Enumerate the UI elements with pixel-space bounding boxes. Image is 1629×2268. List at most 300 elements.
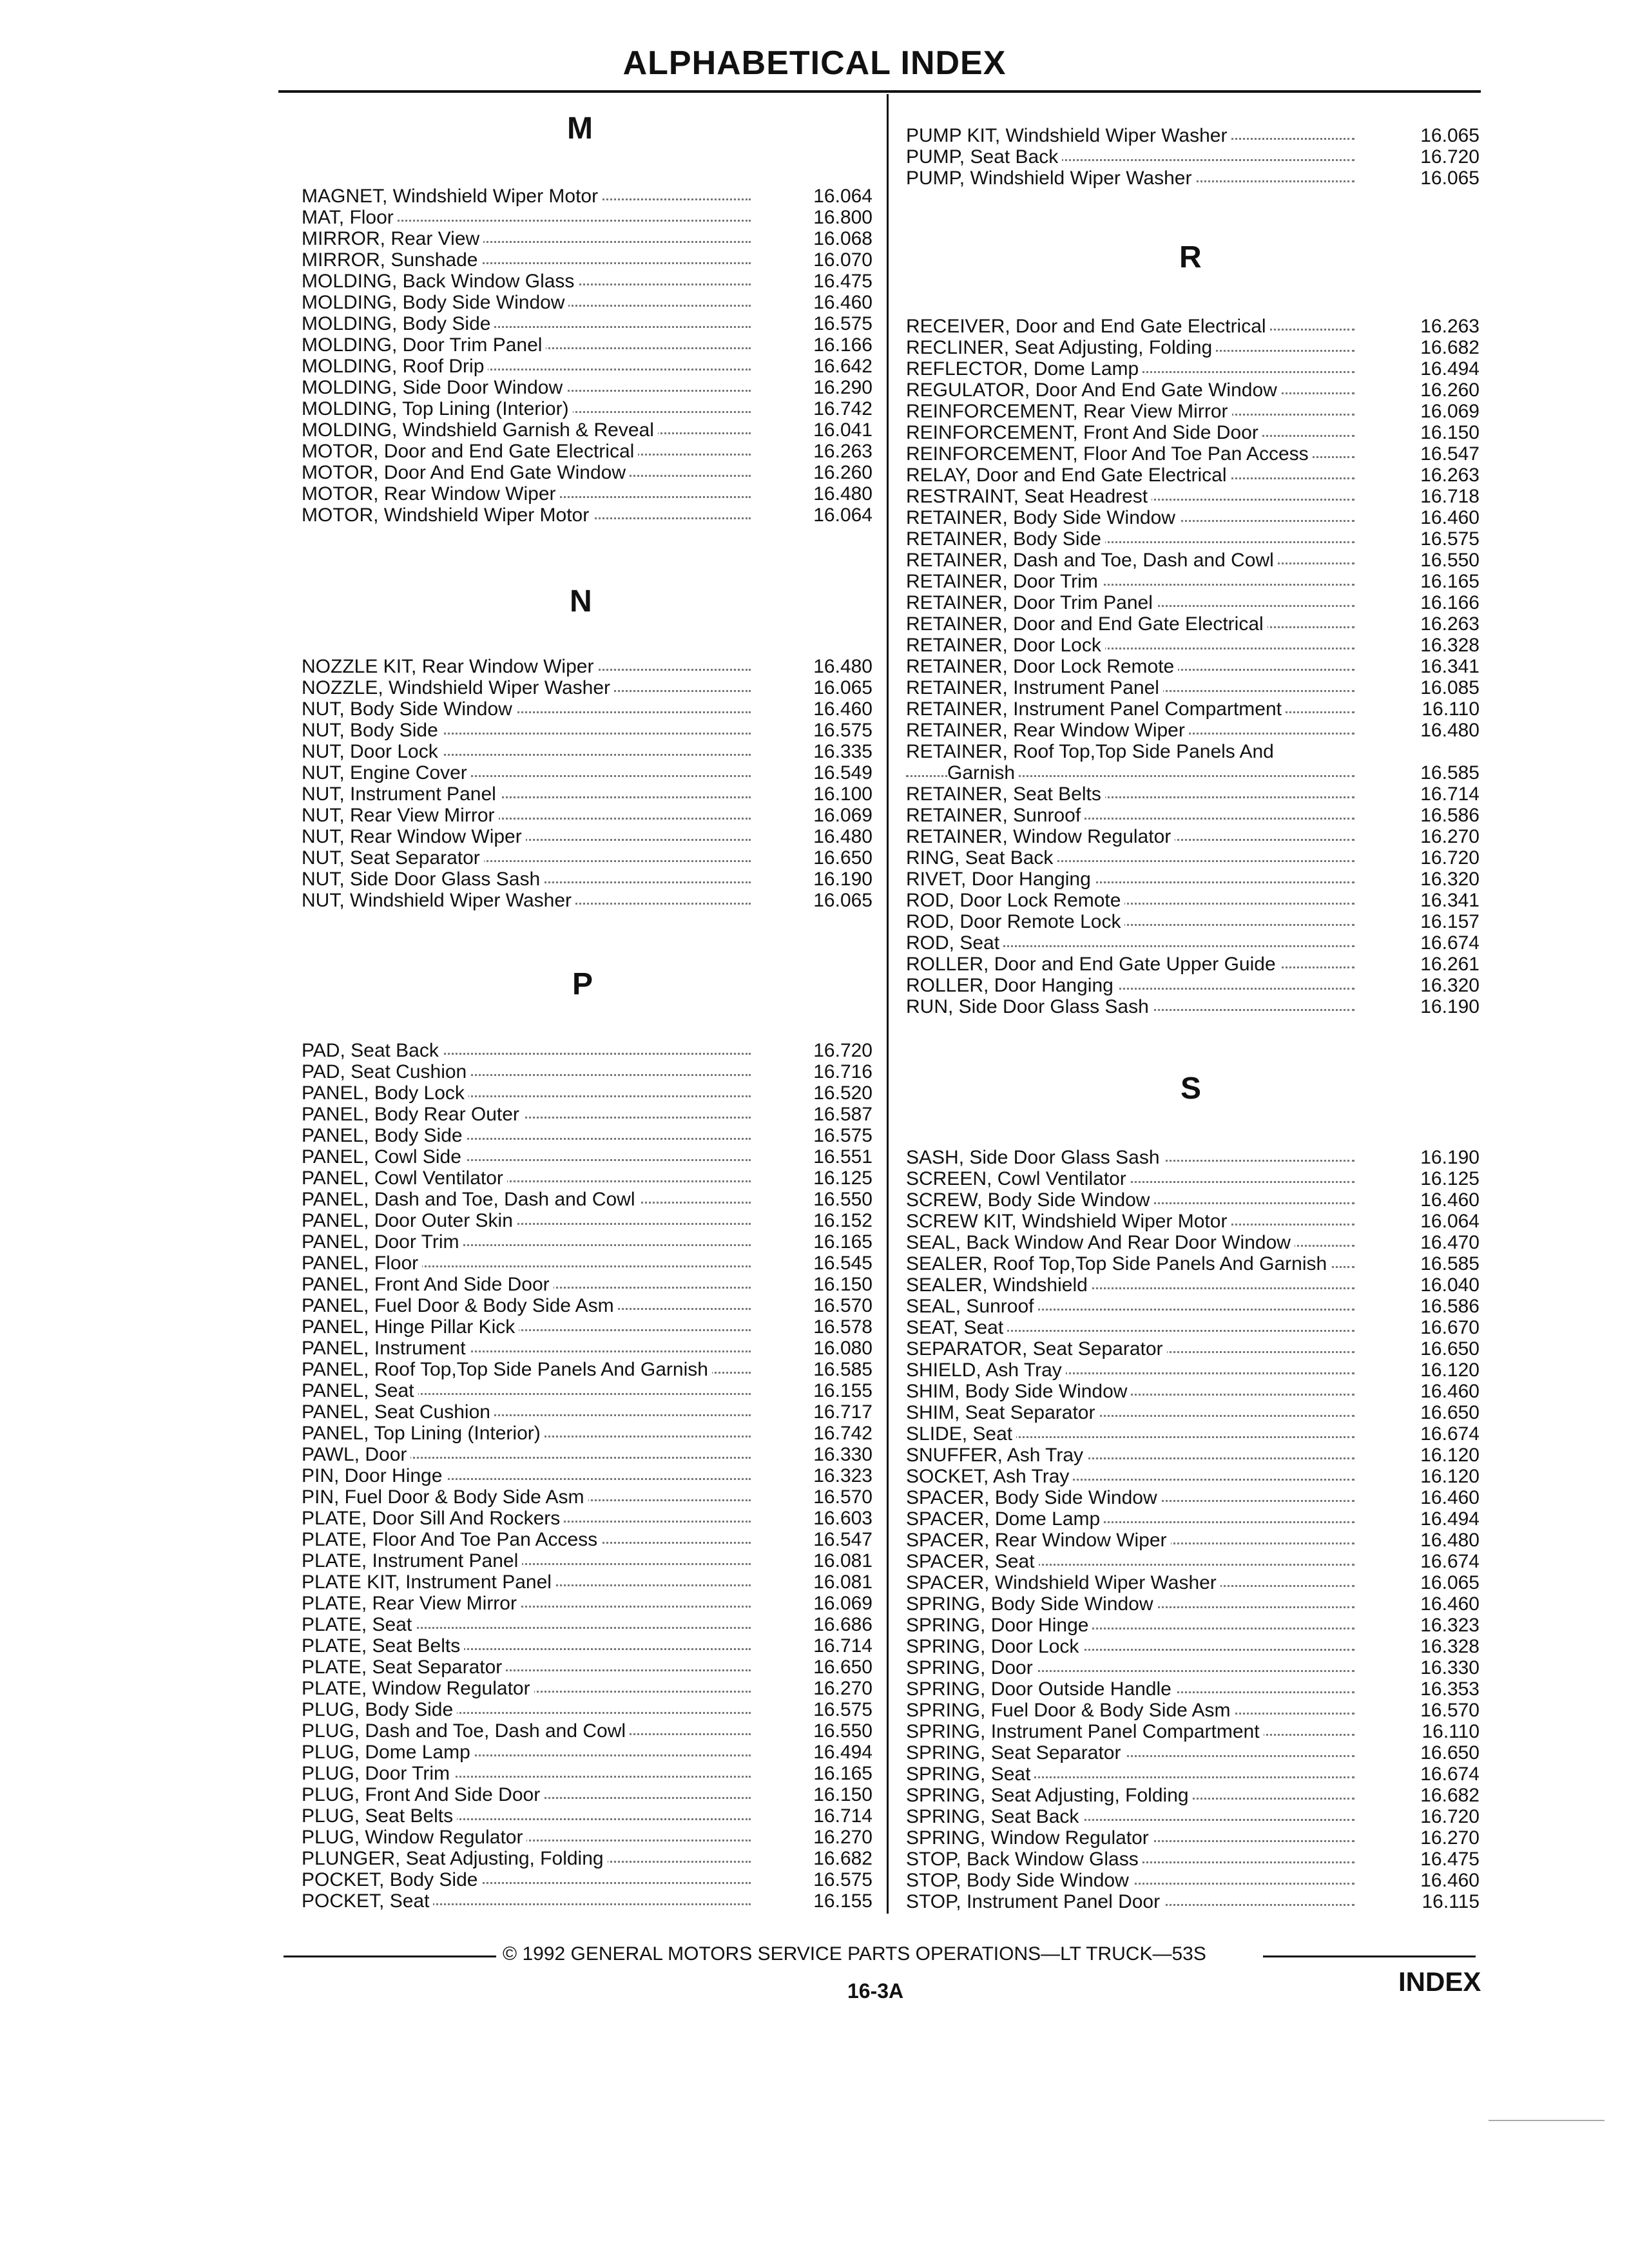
- index-entry: [906, 1360, 1480, 1381]
- index-entry: [906, 996, 1480, 1017]
- entry-label: MAT, Floor: [302, 207, 398, 228]
- entry-reference: 16.717: [813, 1401, 872, 1423]
- entry-reference: 16.674: [1420, 1551, 1480, 1572]
- index-entry: [302, 1742, 872, 1763]
- entry-label: POCKET, Seat: [302, 1890, 433, 1912]
- index-entry: [302, 356, 872, 377]
- entry-reference: 16.069: [813, 805, 872, 826]
- entry-reference: 16.547: [1420, 443, 1480, 465]
- entry-reference: 16.155: [813, 1890, 872, 1912]
- entry-reference: 16.125: [1420, 1168, 1480, 1189]
- entry-label: PAD, Seat Cushion: [302, 1061, 470, 1082]
- index-entry: [906, 1423, 1480, 1445]
- entry-label: PLUG, Front And Side Door: [302, 1784, 544, 1805]
- index-entry: [906, 720, 1480, 741]
- index-entry: [906, 1636, 1480, 1657]
- index-entry: [302, 1763, 872, 1784]
- index-entry: [906, 1849, 1480, 1870]
- index-entry: [906, 1168, 1480, 1189]
- footer-rule-right: [1263, 1956, 1476, 1957]
- entry-label: PLATE, Floor And Toe Pan Access: [302, 1529, 601, 1550]
- index-entry: [906, 1253, 1480, 1274]
- entry-label: MOLDING, Body Side Window: [302, 292, 568, 313]
- index-entry: [906, 337, 1480, 358]
- entry-label: PLUG, Body Side: [302, 1699, 457, 1720]
- index-entry: [302, 462, 872, 483]
- index-entry: [906, 869, 1480, 890]
- entry-label: RETAINER, Roof Top,Top Side Panels And: [906, 741, 1278, 762]
- entry-reference: 16.166: [813, 334, 872, 356]
- index-entry: [906, 146, 1480, 168]
- index-entry: [906, 1508, 1480, 1530]
- entry-reference: 16.682: [1420, 337, 1480, 358]
- index-entry: [302, 1061, 872, 1082]
- index-entry: [302, 1869, 872, 1890]
- entry-label: PLATE, Rear View Mirror: [302, 1593, 521, 1614]
- index-entry: [302, 1146, 872, 1168]
- entry-reference: 16.520: [813, 1082, 872, 1104]
- entry-label: MOTOR, Door and End Gate Electrical: [302, 441, 638, 462]
- entry-reference: 16.270: [813, 1678, 872, 1699]
- entry-label: PANEL, Cowl Side: [302, 1146, 465, 1168]
- entry-reference: 16.320: [1420, 975, 1480, 996]
- index-entry: [302, 1508, 872, 1529]
- entry-label: RECEIVER, Door and End Gate Electrical: [906, 316, 1270, 337]
- entry-reference: 16.800: [813, 207, 872, 228]
- entry-reference: 16.642: [813, 356, 872, 377]
- index-entry: [302, 334, 872, 356]
- entry-reference: 16.460: [1420, 507, 1480, 528]
- index-entry: [302, 1231, 872, 1253]
- entry-reference: 16.460: [1420, 1381, 1480, 1402]
- index-entry: [302, 1699, 872, 1720]
- entry-reference: 16.549: [813, 762, 872, 783]
- section-letter-m: M: [567, 111, 593, 146]
- entry-reference: 16.330: [1420, 1657, 1480, 1678]
- entry-reference: 16.586: [1420, 805, 1480, 826]
- entry-reference: 16.575: [813, 1699, 872, 1720]
- entry-reference: 16.550: [1420, 550, 1480, 571]
- entry-label: PANEL, Body Rear Outer: [302, 1104, 523, 1125]
- index-entry: [302, 1614, 872, 1635]
- index-entry: [906, 847, 1480, 869]
- entry-label: ROLLER, Door Hanging: [906, 975, 1117, 996]
- entry-label: REGULATOR, Door And End Gate Window: [906, 380, 1281, 401]
- entry-label: PLATE KIT, Instrument Panel: [302, 1571, 555, 1593]
- entry-reference: 16.480: [813, 826, 872, 847]
- index-entry: [906, 975, 1480, 996]
- entry-reference: 16.065: [813, 677, 872, 698]
- entry-reference: 16.165: [1420, 571, 1480, 592]
- entry-reference: 16.263: [1420, 613, 1480, 635]
- index-entry: [302, 1593, 872, 1614]
- entry-label: RELAY, Door and End Gate Electrical: [906, 465, 1231, 486]
- index-entry: [906, 1402, 1480, 1423]
- entry-label: PLUG, Dome Lamp: [302, 1742, 474, 1763]
- entry-label: SCREW KIT, Windshield Wiper Motor: [906, 1211, 1231, 1232]
- entry-label: SCREW, Body Side Window: [906, 1189, 1153, 1211]
- index-entry: [906, 1445, 1480, 1466]
- entry-reference: 16.110: [1422, 1721, 1480, 1742]
- entry-reference: 16.150: [1420, 422, 1480, 443]
- entry-reference: 16.550: [813, 1189, 872, 1210]
- index-entry: [302, 762, 872, 783]
- entry-label: RECLINER, Seat Adjusting, Folding: [906, 337, 1216, 358]
- entry-label: SPRING, Door Lock: [906, 1636, 1083, 1657]
- entry-reference: 16.190: [1420, 1147, 1480, 1168]
- entry-label: SPRING, Seat Adjusting, Folding: [906, 1785, 1193, 1806]
- index-entry: [302, 1827, 872, 1848]
- entry-label: PANEL, Dash and Toe, Dash and Cowl: [302, 1189, 639, 1210]
- entry-reference: 16.064: [1420, 1211, 1480, 1232]
- entry-reference: 16.742: [813, 398, 872, 419]
- entry-label: MOLDING, Top Lining (Interior): [302, 398, 573, 419]
- entry-label: MIRROR, Sunshade: [302, 249, 481, 271]
- entry-reference: 16.353: [1420, 1678, 1480, 1700]
- entry-label: RUN, Side Door Glass Sash: [906, 996, 1153, 1017]
- index-entry: [906, 1147, 1480, 1168]
- index-entry: [906, 613, 1480, 635]
- entry-reference: 16.320: [1420, 869, 1480, 890]
- entry-label: MOTOR, Door And End Gate Window: [302, 462, 630, 483]
- entry-reference: 16.650: [813, 1657, 872, 1678]
- index-entry: [302, 1529, 872, 1550]
- entry-reference: 16.674: [1420, 932, 1480, 954]
- entry-label: PANEL, Fuel Door & Body Side Asm: [302, 1295, 618, 1316]
- entry-label: RETAINER, Window Regulator: [906, 826, 1175, 847]
- entry-reference: 16.460: [1420, 1870, 1480, 1891]
- index-entry: [302, 1890, 872, 1912]
- entry-label: PANEL, Hinge Pillar Kick: [302, 1316, 519, 1338]
- index-entry: [302, 1189, 872, 1210]
- index-entry: [302, 292, 872, 313]
- index-entry: [302, 1104, 872, 1125]
- entry-reference: 16.575: [813, 720, 872, 741]
- entry-reference: 16.670: [1420, 1317, 1480, 1338]
- index-entry: [302, 1253, 872, 1274]
- section-letter-n: N: [570, 584, 592, 619]
- entry-label: NOZZLE, Windshield Wiper Washer: [302, 677, 614, 698]
- index-entry: [906, 635, 1480, 656]
- index-entry: [906, 1317, 1480, 1338]
- entry-label: SPRING, Instrument Panel Compartment: [906, 1721, 1264, 1742]
- index-entry: [302, 890, 872, 911]
- entry-reference: 16.165: [813, 1231, 872, 1253]
- entry-reference: 16.551: [813, 1146, 872, 1168]
- index-entry: [906, 358, 1480, 380]
- entry-reference: 16.460: [813, 292, 872, 313]
- index-entry: [906, 783, 1480, 805]
- entry-reference: 16.494: [813, 1742, 872, 1763]
- entry-reference: 16.742: [813, 1423, 872, 1444]
- footer-copyright: © 1992 GENERAL MOTORS SERVICE PARTS OPERATIONS—LT TRUCK—53S: [503, 1943, 1206, 1965]
- entry-label: PIN, Door Hinge: [302, 1465, 446, 1486]
- entry-reference: 16.328: [1420, 635, 1480, 656]
- entry-label: PLATE, Window Regulator: [302, 1678, 534, 1699]
- entry-reference: 16.150: [813, 1274, 872, 1295]
- index-entry: [906, 1678, 1480, 1700]
- entry-reference: 16.460: [813, 698, 872, 720]
- entry-reference: 16.720: [813, 1040, 872, 1061]
- entry-label: PLUG, Seat Belts: [302, 1805, 457, 1827]
- entry-reference: 16.714: [813, 1805, 872, 1827]
- entry-label: PUMP KIT, Windshield Wiper Washer: [906, 125, 1231, 146]
- page-title: ALPHABETICAL INDEX: [622, 44, 1007, 82]
- entry-label: PANEL, Body Side: [302, 1125, 467, 1146]
- index-entry: [302, 1295, 872, 1316]
- entry-label: SEPARATOR, Seat Separator: [906, 1338, 1167, 1360]
- index-entry: [302, 1571, 872, 1593]
- index-entry: [906, 911, 1480, 932]
- index-entry: [302, 720, 872, 741]
- entry-reference: 16.578: [813, 1316, 872, 1338]
- entry-label: RETAINER, Door Lock: [906, 635, 1105, 656]
- entry-reference: 16.547: [813, 1529, 872, 1550]
- entry-label: PANEL, Floor: [302, 1253, 422, 1274]
- entry-reference: 16.157: [1420, 911, 1480, 932]
- index-entry: [302, 656, 872, 677]
- entry-reference: 16.260: [1420, 380, 1480, 401]
- entry-reference: 16.040: [1420, 1274, 1480, 1296]
- index-entry: [906, 698, 1480, 720]
- index-entry: [302, 826, 872, 847]
- index-entry: [906, 1870, 1480, 1891]
- entry-label: RETAINER, Seat Belts: [906, 783, 1105, 805]
- entry-label: STOP, Back Window Glass: [906, 1849, 1142, 1870]
- entry-label: NOZZLE KIT, Rear Window Wiper: [302, 656, 597, 677]
- index-entry: [906, 1189, 1480, 1211]
- index-entry: [302, 249, 872, 271]
- entry-label: MOLDING, Roof Drip: [302, 356, 488, 377]
- entry-reference: 16.166: [1420, 592, 1480, 613]
- index-entry: [906, 550, 1480, 571]
- entry-reference: 16.603: [813, 1508, 872, 1529]
- index-entry: [906, 528, 1480, 550]
- entry-reference: 16.070: [813, 249, 872, 271]
- index-entry: [302, 398, 872, 419]
- index-entry: [906, 805, 1480, 826]
- entry-label: NUT, Engine Cover: [302, 762, 471, 783]
- entry-reference: 16.263: [1420, 465, 1480, 486]
- index-entry: [906, 1827, 1480, 1849]
- index-entry: [302, 1359, 872, 1380]
- entry-label: PANEL, Seat: [302, 1380, 418, 1401]
- index-entry: [906, 1593, 1480, 1615]
- entry-reference: 16.460: [1420, 1593, 1480, 1615]
- index-entry: [906, 1466, 1480, 1487]
- index-entry: [302, 1848, 872, 1869]
- index-entry: [906, 890, 1480, 911]
- entry-label: SNUFFER, Ash Tray: [906, 1445, 1087, 1466]
- entry-label: PLATE, Seat Separator: [302, 1657, 506, 1678]
- index-entry: [302, 271, 872, 292]
- entry-reference: 16.475: [813, 271, 872, 292]
- entry-reference: 16.480: [813, 483, 872, 505]
- index-entry: [906, 1721, 1480, 1742]
- entry-label: SEAL, Sunroof: [906, 1296, 1037, 1317]
- entry-label: RETAINER, Door Trim: [906, 571, 1102, 592]
- index-entry: [302, 1720, 872, 1742]
- index-entry: [906, 125, 1480, 146]
- index-entry: [302, 441, 872, 462]
- entry-reference: 16.545: [813, 1253, 872, 1274]
- index-entry: [302, 1805, 872, 1827]
- entry-label: PANEL, Body Lock: [302, 1082, 468, 1104]
- entry-reference: 16.480: [1420, 720, 1480, 741]
- entry-label: NUT, Body Side: [302, 720, 442, 741]
- entry-reference: 16.120: [1420, 1360, 1480, 1381]
- index-entry: [302, 1465, 872, 1486]
- entry-label: SPRING, Fuel Door & Body Side Asm: [906, 1700, 1235, 1721]
- entry-reference: 16.586: [1420, 1296, 1480, 1317]
- entry-label: PLATE, Seat: [302, 1614, 416, 1635]
- entry-reference: 16.260: [813, 462, 872, 483]
- entry-label: NUT, Rear View Mirror: [302, 805, 499, 826]
- entry-reference: 16.165: [813, 1763, 872, 1784]
- entry-reference: 16.328: [1420, 1636, 1480, 1657]
- entry-label: PLATE, Door Sill And Rockers: [302, 1508, 564, 1529]
- index-entry: [906, 168, 1480, 189]
- entry-label: PAWL, Door: [302, 1444, 410, 1465]
- entry-label: RETAINER, Body Side Window: [906, 507, 1179, 528]
- entry-reference: 16.718: [1420, 486, 1480, 507]
- entry-reference: 16.674: [1420, 1763, 1480, 1785]
- index-entry: [906, 316, 1480, 337]
- index-entry: [906, 826, 1480, 847]
- entry-reference: 16.323: [813, 1465, 872, 1486]
- index-entry: [302, 741, 872, 762]
- index-entry: [302, 1274, 872, 1295]
- entry-reference: 16.335: [813, 741, 872, 762]
- entry-label: SPRING, Door: [906, 1657, 1037, 1678]
- index-entry: [906, 465, 1480, 486]
- index-entry: [302, 419, 872, 441]
- entry-label: SEALER, Windshield: [906, 1274, 1092, 1296]
- entry-label: POCKET, Body Side: [302, 1869, 481, 1890]
- entry-reference: 16.674: [1420, 1423, 1480, 1445]
- entry-label: SPRING, Body Side Window: [906, 1593, 1157, 1615]
- title-rule: [278, 90, 1481, 93]
- index-entry: [906, 1657, 1480, 1678]
- entry-label: PLATE, Seat Belts: [302, 1635, 464, 1657]
- entry-reference: 16.714: [1420, 783, 1480, 805]
- entry-reference: 16.290: [813, 377, 872, 398]
- entry-label: Garnish: [947, 762, 1019, 783]
- index-entry: [906, 571, 1480, 592]
- entry-reference: 16.150: [813, 1784, 872, 1805]
- entry-label: MOLDING, Windshield Garnish & Reveal: [302, 419, 658, 441]
- index-entry: [906, 486, 1480, 507]
- entry-reference: 16.720: [1420, 146, 1480, 168]
- index-entry: [302, 1082, 872, 1104]
- entry-reference: 16.341: [1420, 890, 1480, 911]
- entry-reference: 16.570: [1420, 1700, 1480, 1721]
- entry-reference: 16.152: [813, 1210, 872, 1231]
- entry-label: SLIDE, Seat: [906, 1423, 1016, 1445]
- entry-label: SPRING, Seat: [906, 1763, 1034, 1785]
- entry-reference: 16.714: [813, 1635, 872, 1657]
- entry-reference: 16.263: [813, 441, 872, 462]
- page-number: 16-3A: [847, 1979, 904, 2003]
- index-entry: [906, 1211, 1480, 1232]
- entry-reference: 16.682: [1420, 1785, 1480, 1806]
- entry-reference: 16.081: [813, 1550, 872, 1571]
- index-entry: [302, 1210, 872, 1231]
- entry-label: SCREEN, Cowl Ventilator: [906, 1168, 1130, 1189]
- entry-label: ROD, Door Lock Remote: [906, 890, 1124, 911]
- entry-reference: 16.081: [813, 1571, 872, 1593]
- entry-reference: 16.341: [1420, 656, 1480, 677]
- entry-label: RIVET, Door Hanging: [906, 869, 1095, 890]
- entry-label: MOLDING, Side Door Window: [302, 377, 566, 398]
- entry-reference: 16.585: [1420, 762, 1480, 783]
- entry-reference: 16.460: [1420, 1189, 1480, 1211]
- entry-reference: 16.650: [1420, 1402, 1480, 1423]
- index-entry: [906, 932, 1480, 954]
- entry-reference: 16.470: [1420, 1232, 1480, 1253]
- entry-label: RETAINER, Door Trim Panel: [906, 592, 1157, 613]
- entry-label: SPRING, Door Hinge: [906, 1615, 1092, 1636]
- index-entry: [906, 656, 1480, 677]
- entry-reference: 16.263: [1420, 316, 1480, 337]
- entry-reference: 16.100: [813, 783, 872, 805]
- index-entry: [302, 483, 872, 505]
- footer-rule-left: [284, 1956, 496, 1957]
- entry-label: REFLECTOR, Dome Lamp: [906, 358, 1142, 380]
- entry-reference: 16.069: [1420, 401, 1480, 422]
- index-entry: [302, 1444, 872, 1465]
- index-entry: [906, 1530, 1480, 1551]
- entry-reference: 16.575: [813, 1869, 872, 1890]
- column-divider: [887, 94, 889, 1914]
- index-entry: [302, 228, 872, 249]
- entry-label: SEALER, Roof Top,Top Side Panels And Garnish: [906, 1253, 1331, 1274]
- entry-reference: 16.069: [813, 1593, 872, 1614]
- index-entry: [906, 1274, 1480, 1296]
- entry-label: MOLDING, Body Side: [302, 313, 494, 334]
- entry-label: RETAINER, Body Side: [906, 528, 1105, 550]
- entry-label: RETAINER, Rear Window Wiper: [906, 720, 1189, 741]
- entry-label: SPRING, Seat Separator: [906, 1742, 1125, 1763]
- entry-label: SHIELD, Ash Tray: [906, 1360, 1066, 1381]
- entry-label: SHIM, Seat Separator: [906, 1402, 1099, 1423]
- entry-label: SPRING, Window Regulator: [906, 1827, 1153, 1849]
- entry-reference: 16.550: [813, 1720, 872, 1742]
- index-entry: [906, 762, 1480, 783]
- entry-label: SPRING, Seat Back: [906, 1806, 1083, 1827]
- entry-label: RETAINER, Instrument Panel Compartment: [906, 698, 1286, 720]
- index-entry: [302, 1784, 872, 1805]
- index-entry: [906, 741, 1480, 762]
- index-entry: [906, 677, 1480, 698]
- entry-label: ROD, Seat: [906, 932, 1003, 954]
- entry-label: NUT, Instrument Panel: [302, 783, 500, 805]
- entry-label: RETAINER, Door Lock Remote: [906, 656, 1178, 677]
- entry-reference: 16.494: [1420, 1508, 1480, 1530]
- index-entry: [906, 1296, 1480, 1317]
- entry-label: SOCKET, Ash Tray: [906, 1466, 1073, 1487]
- entry-reference: 16.587: [813, 1104, 872, 1125]
- index-entry: [906, 1338, 1480, 1360]
- entry-reference: 16.330: [813, 1444, 872, 1465]
- index-entry: [906, 380, 1480, 401]
- entry-reference: 16.041: [813, 419, 872, 441]
- index-entry: [906, 1891, 1480, 1912]
- entry-label: MOTOR, Rear Window Wiper: [302, 483, 560, 505]
- entry-label: RING, Seat Back: [906, 847, 1057, 869]
- index-entry: [906, 1551, 1480, 1572]
- entry-label: RETAINER, Instrument Panel: [906, 677, 1163, 698]
